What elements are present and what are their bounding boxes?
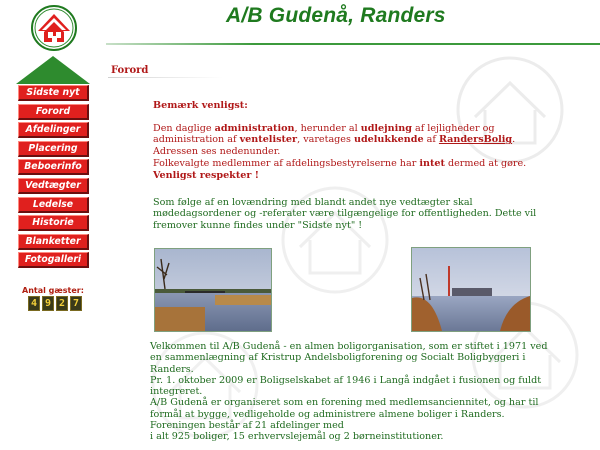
section-divider [108,77,223,78]
nav-item-forord[interactable]: Forord [18,104,89,120]
notice-block [153,100,553,181]
nav-item-ledelse[interactable]: Ledelse [18,197,89,213]
notice-heading: Bemærk venligst: [153,100,248,111]
intro-paragraph: Som følge af en lovændring med blandt andet nye vedtægter skal mødedagsordener og -referater være tilgængelige for offentligheden. Dette vil fremover kunne findes under "Sidste nyt" ! [153,197,537,231]
nav-item-afdelinger[interactable]: Afdelinger [18,122,89,138]
header-divider [106,43,600,45]
body-line: i alt 925 boliger, 15 erhvervslejemål og 2 børneinstitutioner. [150,431,444,443]
nav-item-historie[interactable]: Historie [18,215,89,231]
body-line: Velkommen til A/B Gudenå - en almen boligorganisation, som er stiftet i 1971 ved en sammenlægning af Kristrup Andelsboligforening og Socialt Boligbyggeri i Randers. [150,341,548,375]
river-photo-left [154,248,272,332]
section-title: Forord [111,65,149,76]
logo-house-icon[interactable] [31,5,77,51]
notice-closing: Venligst respekter ! [153,169,259,181]
counter-digit: 4 [28,296,40,311]
river-photo-right [411,247,531,332]
body-line: Pr. 1. oktober 2009 er Boligselskabet af 1946 i Langå indgået i fusionen og fuldt integreret. [150,374,542,398]
nav-item-blanketter[interactable]: Blanketter [18,234,89,250]
notice-text-2: Folkevalgte medlemmer af afdelingsbestyrelserne har intet dermed at gøre. [153,157,527,169]
body-line: Foreningen består af 21 afdelinger med [150,420,344,432]
visitor-counter [28,296,82,311]
body-line: A/B Gudenå er organiseret som en forening med medlemsanciennitet, og har til formål at bygge, vedligeholde og administrere almene boliger i Randers. [150,397,539,420]
visitor-counter-label: Antal gæster: [22,286,84,295]
nav-roof-decoration [16,56,90,84]
site-title: A/B Gudenå, Randers [226,4,446,27]
randersbolig-link[interactable]: RandersBolig [438,134,513,146]
notice-text: Den daglige administration, herunder al udlejning af lejligheder og administration af ventelister, varetages udelukkende af RandersBolig. Adressen ses nedenunder. [153,122,516,158]
nav-item-beboerinfo[interactable]: Beboerinfo [18,159,89,175]
nav-item-sidste-nyt[interactable]: Sidste nyt [18,85,89,101]
sidebar-nav [16,85,90,271]
nav-item-placering[interactable]: Placering [18,141,89,157]
counter-digit: 7 [70,296,82,311]
nav-item-vedtaegter[interactable]: Vedtægter [18,178,89,194]
counter-digit: 9 [42,296,54,311]
welcome-text [150,341,560,443]
nav-item-fotogalleri[interactable]: Fotogalleri [18,252,89,268]
counter-digit: 2 [56,296,68,311]
